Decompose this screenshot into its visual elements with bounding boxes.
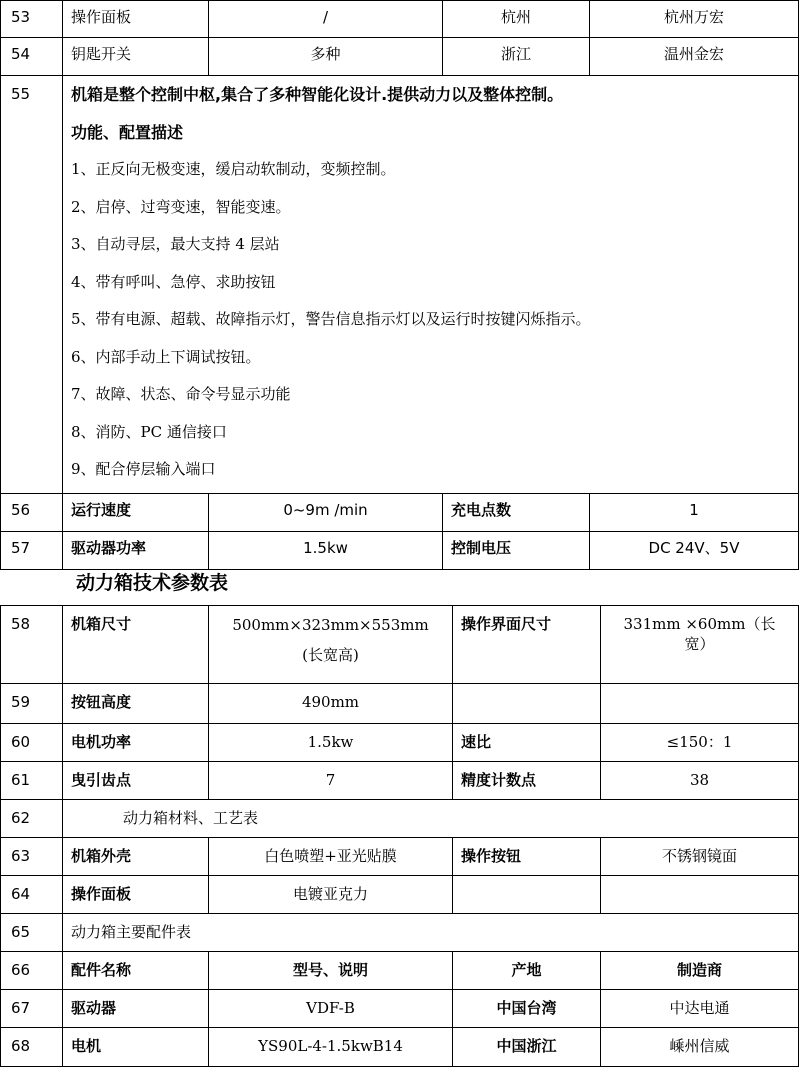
row-number: 60 [1,724,63,762]
part-name: 钥匙开关 [63,38,209,76]
row-number: 64 [1,876,63,914]
param-name: 机箱外壳 [63,838,209,876]
row-number: 59 [1,684,63,724]
part-maker: 中达电通 [601,990,799,1028]
part-name: 电机 [63,1028,209,1067]
control-box-headline: 机箱是整个控制中枢,集合了多种智能化设计.提供动力以及整体控制。 [71,85,564,104]
row-number: 65 [1,914,63,952]
part-spec: 多种 [209,38,443,76]
param-value: 电镀亚克力 [209,876,453,914]
feature-item: 7、故障、状态、命令号显示功能 [71,385,291,403]
row-number: 61 [1,762,63,800]
param-value [601,684,799,724]
param-name: 电机功率 [63,724,209,762]
param-value: DC 24V、5V [590,532,799,570]
part-maker: 嵊州信威 [601,1028,799,1067]
table-row [1,724,799,762]
param-value: 7 [209,762,453,800]
power-box-title: 动力箱技术参数表 [76,572,229,594]
param-value: 1.5kw [209,532,443,570]
param-name: 按钮高度 [63,684,209,724]
feature-item: 2、启停、过弯变速，智能变速。 [71,197,291,216]
column-header: 配件名称 [63,952,209,990]
row-number: 55 [1,76,63,494]
feature-item: 3、自动寻层，最大支持 4 层站 [71,235,280,253]
table-row-description [1,76,799,494]
row-number: 58 [1,606,63,684]
param-value: 331mm ×60mm（长宽） [601,606,799,684]
param-name: 控制电压 [443,532,590,570]
box-dimensions: 500mm×323mm×553mm [232,616,429,634]
part-origin: 浙江 [443,38,590,76]
feature-item: 9、配合停层输入端口 [71,460,216,478]
part-origin: 中国台湾 [453,990,601,1028]
part-origin: 杭州 [443,1,590,38]
param-value: 490mm [209,684,453,724]
row-number: 67 [1,990,63,1028]
param-name: 运行速度 [63,494,209,532]
param-value: 0~9m /min [209,494,443,532]
feature-item: 5、带有电源、超载、故障指示灯，警告信息指示灯以及运行时按键闪烁指示。 [71,310,591,328]
feature-item: 1、正反向无极变速，缓启动软制动，变频控制。 [71,160,396,178]
part-model: YS90L-4-1.5kwB14 [209,1028,453,1067]
param-name: 机箱尺寸 [63,606,209,684]
table-row [1,1028,799,1067]
param-value: 白色喷塑+亚光贴膜 [209,838,453,876]
param-value: 1 [590,494,799,532]
table-row-section [1,914,799,952]
part-model: VDF-B [209,990,453,1028]
table-row [1,38,799,76]
param-name: 操作面板 [63,876,209,914]
table-row [1,532,799,570]
section-heading: 动力箱主要配件表 [63,914,799,952]
table-row [1,762,799,800]
part-maker: 杭州万宏 [590,1,799,38]
row-number: 53 [1,1,63,38]
row-number: 57 [1,532,63,570]
dimension-note: (长宽高) [302,646,359,664]
param-name: 精度计数点 [453,762,601,800]
row-number: 68 [1,1028,63,1067]
table-row [1,1,799,38]
part-maker: 温州金宏 [590,38,799,76]
row-number: 62 [1,800,63,838]
table-row-section [1,800,799,838]
section-heading: 动力箱材料、工艺表 [63,800,799,838]
row-number: 66 [1,952,63,990]
row-number: 63 [1,838,63,876]
power-box-param-table [0,605,799,1067]
feature-item: 6、内部手动上下调试按钮。 [71,347,261,366]
param-name [453,684,601,724]
param-value: 1.5kw [209,724,453,762]
table-row [1,876,799,914]
table-row [1,838,799,876]
part-name: 操作面板 [63,1,209,38]
table-row [1,606,799,684]
part-origin: 中国浙江 [453,1028,601,1067]
param-value: 不锈钢镜面 [601,838,799,876]
param-name: 速比 [453,724,601,762]
row-number: 54 [1,38,63,76]
param-name: 驱动器功率 [63,532,209,570]
param-name: 曳引齿点 [63,762,209,800]
param-name: 操作界面尺寸 [453,606,601,684]
feature-item: 8、消防、PC 通信接口 [71,422,227,441]
column-header: 型号、说明 [209,952,453,990]
column-header: 产地 [453,952,601,990]
part-spec: / [209,1,443,38]
param-value: 38 [601,762,799,800]
row-number: 56 [1,494,63,532]
param-name: 充电点数 [443,494,590,532]
table-row [1,684,799,724]
table-row [1,990,799,1028]
part-name: 驱动器 [63,990,209,1028]
param-value [601,876,799,914]
function-section-title: 功能、配置描述 [71,122,184,142]
param-name [453,876,601,914]
feature-item: 4、带有呼叫、急停、求助按钮 [71,272,276,291]
param-value: ≤150：1 [601,724,799,762]
column-header: 制造商 [601,952,799,990]
table-row [1,494,799,532]
param-name: 操作按钮 [453,838,601,876]
table-row-header [1,952,799,990]
